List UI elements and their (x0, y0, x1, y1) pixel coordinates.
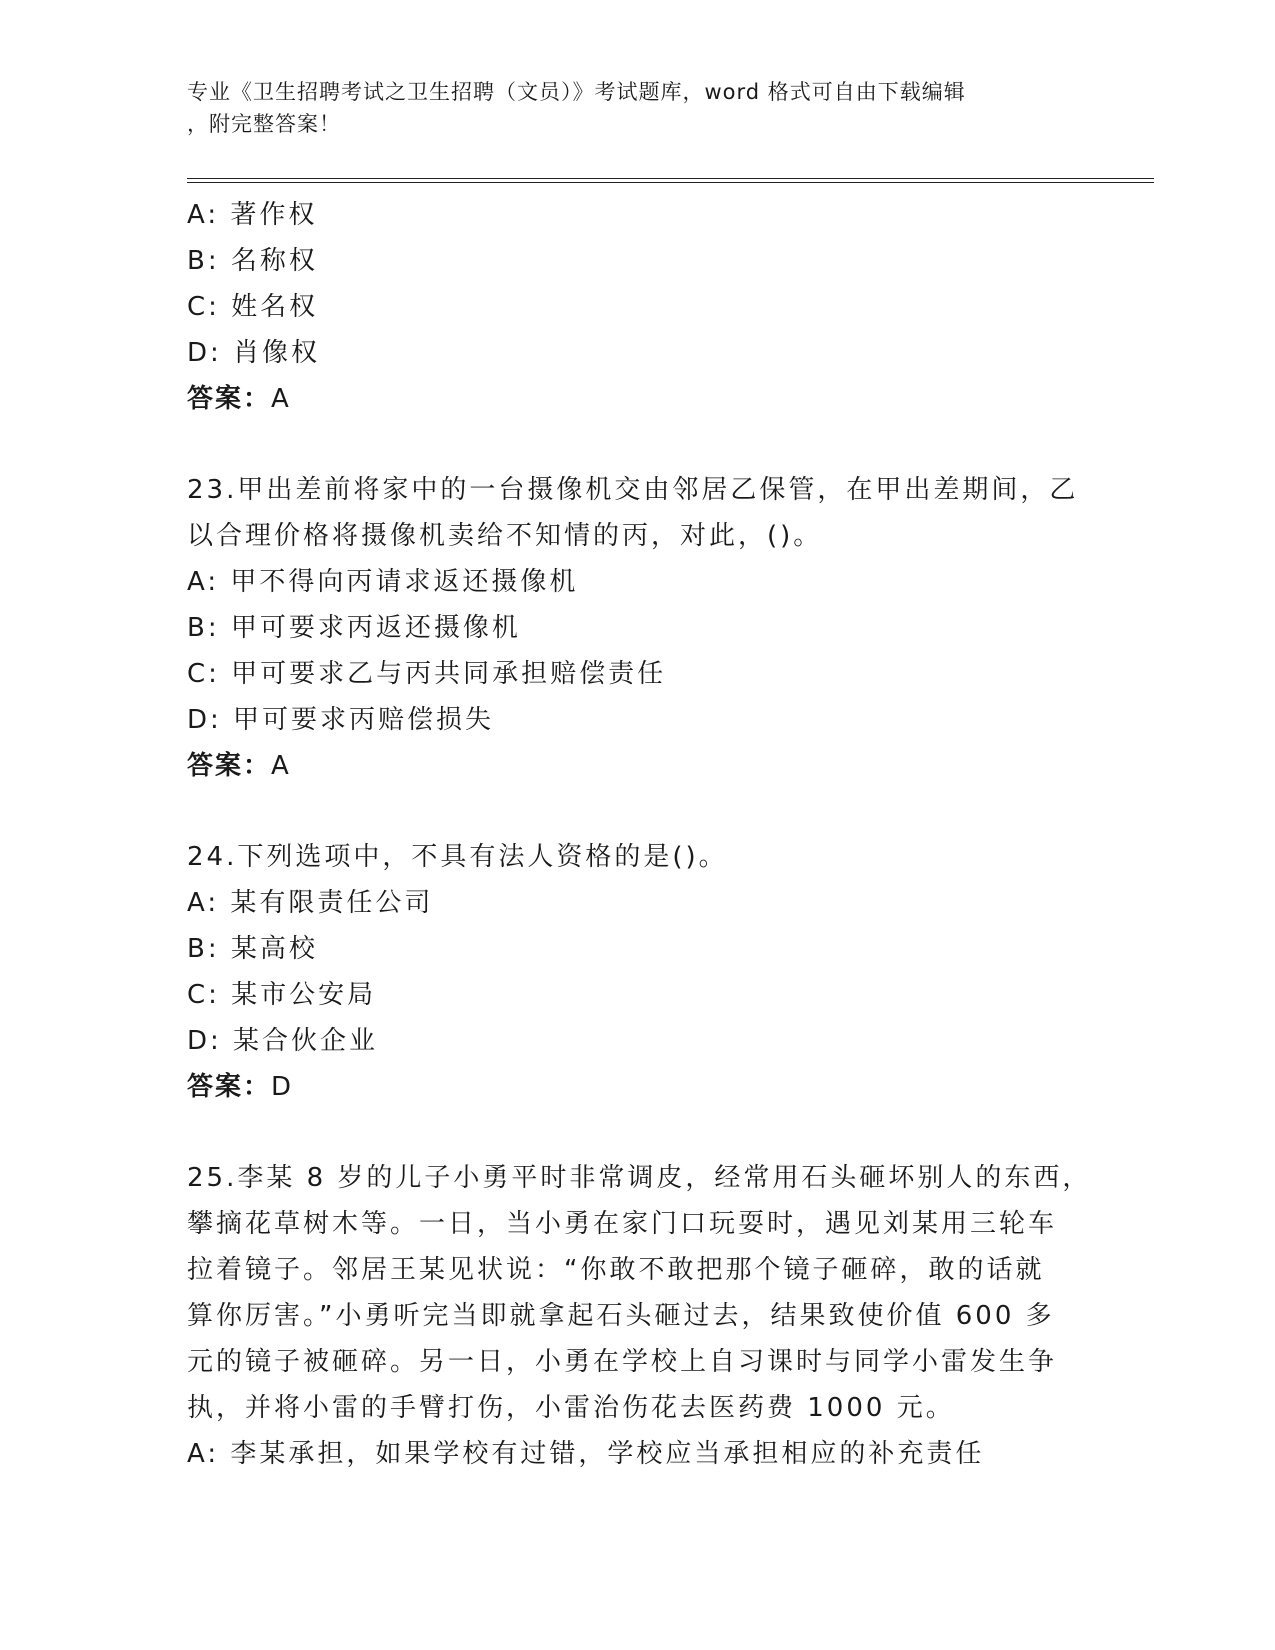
question-stem: 元的镜子被砸碎。另一日，小勇在学校上自习课时与同学小雷发生争 (187, 1347, 1058, 1377)
document-header (187, 76, 1067, 140)
option-d: D: 某合伙企业 (187, 1026, 379, 1056)
option-c: C: 姓名权 (187, 292, 319, 322)
question-stem: 24.下列选项中，不具有法人资格的是()。 (187, 842, 728, 872)
question-stem: 拉着镜子。邻居王某见状说：“你敢不敢把那个镜子砸碎，敢的话就 (187, 1255, 1045, 1285)
question-stem: 攀摘花草树木等。一日，当小勇在家门口玩耍时，遇见刘某用三轮车 (187, 1209, 1058, 1239)
header-divider-top (187, 178, 1154, 179)
question-23 (187, 467, 1087, 789)
answer-value: D (271, 1072, 294, 1102)
answer-value: A (271, 384, 291, 414)
option-d: D: 甲可要求丙赔偿损失 (187, 705, 495, 735)
option-c: C: 某市公安局 (187, 980, 377, 1010)
question-stem: 23.甲出差前将家中的一台摄像机交由邻居乙保管，在甲出差期间，乙 (187, 475, 1079, 505)
answer (187, 743, 1087, 789)
answer-label: 答案： (187, 1072, 272, 1102)
header-text-line1: 专业《卫生招聘考试之卫生招聘（文员）》考试题库，word 格式可自由下载编辑 (187, 80, 966, 104)
option-a: A: 甲不得向丙请求返还摄像机 (187, 567, 579, 597)
question-stem: 执，并将小雷的手臂打伤，小雷治伤花去医药费 1000 元。 (187, 1393, 955, 1423)
option-b: B: 某高校 (187, 934, 318, 964)
answer (187, 1064, 1087, 1110)
option-b: B: 甲可要求丙返还摄像机 (187, 613, 521, 643)
header-divider-bottom (187, 182, 1154, 183)
option-d: D: 肖像权 (187, 338, 321, 368)
answer (187, 376, 1087, 422)
option-a: A: 某有限责任公司 (187, 888, 434, 918)
option-a: A: 李某承担，如果学校有过错，学校应当承担相应的补充责任 (187, 1439, 985, 1469)
option-c: C: 甲可要求乙与丙共同承担赔偿责任 (187, 659, 667, 689)
option-a: A: 著作权 (187, 200, 318, 230)
answer-label: 答案： (187, 751, 272, 781)
option-b: B: 名称权 (187, 246, 318, 276)
question-stem: 以合理价格将摄像机卖给不知情的丙，对此，()。 (187, 521, 823, 551)
question-stem: 算你厉害。”小勇听完当即就拿起石头砸过去，结果致使价值 600 多 (187, 1301, 1055, 1331)
question-stem: 25.李某 8 岁的儿子小勇平时非常调皮，经常用石头砸坏别人的东西， (187, 1163, 1092, 1193)
question-25 (187, 1155, 1092, 1477)
question-22-continued (187, 192, 1087, 422)
answer-value: A (271, 751, 291, 781)
header-text-line2: ，附完整答案！ (187, 112, 341, 136)
answer-label: 答案： (187, 384, 272, 414)
question-list (187, 192, 1092, 1477)
question-24 (187, 834, 1087, 1110)
